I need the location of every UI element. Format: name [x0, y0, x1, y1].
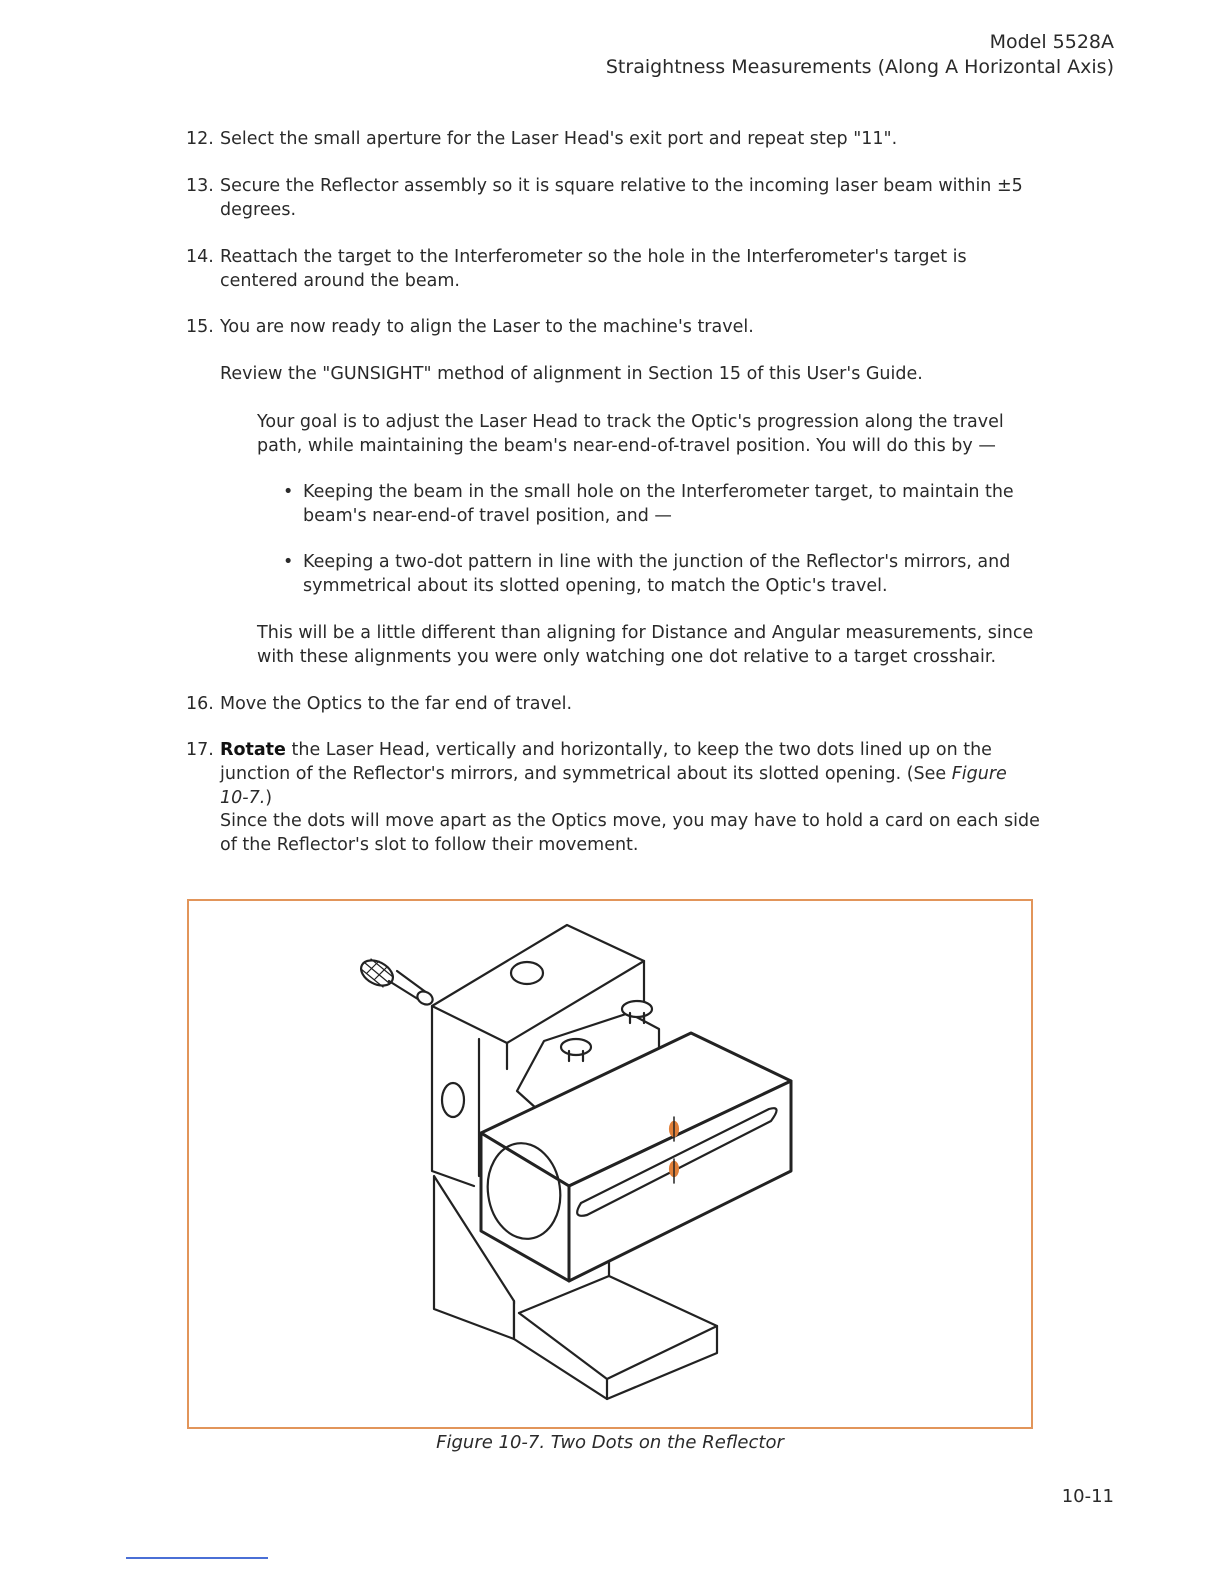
- header-model: Model 5528A: [989, 31, 1114, 53]
- review-paragraph: Review the "GUNSIGHT" method of alignment in Section 15 of this User's Guide.: [220, 364, 923, 384]
- difference-paragraph: This will be a little different than aligning for Distance and Angular measurements, since with these alignments you were only watching one dot relative to a target crosshair.: [257, 623, 1034, 667]
- header-section: Straightness Measurements (Along A Horizontal Axis): [605, 56, 1114, 78]
- step-12: [186, 127, 1036, 151]
- figure-caption: Figure 10-7. Two Dots on the Reflector: [436, 1432, 784, 1453]
- step-14: [186, 245, 1036, 293]
- bullet-icon: •: [283, 552, 294, 572]
- bullet-icon: •: [283, 482, 294, 502]
- step-17: [186, 738, 1036, 810]
- bullet-item-1: [283, 480, 1038, 528]
- page-header: [606, 30, 1114, 80]
- figure-reference: Figure 10-7.: [220, 764, 1007, 808]
- step-15: [186, 315, 1036, 339]
- step-number: 13.: [186, 176, 214, 196]
- step-text: Secure the Reflector assembly so it is square relative to the incoming laser beam within ±5 degrees.: [220, 176, 1023, 220]
- dots-paragraph: Since the dots will move apart as the Optics move, you may have to hold a card on each side of the Reflector's slot to follow their movement.: [220, 811, 1040, 855]
- goal-paragraph: Your goal is to adjust the Laser Head to track the Optic's progression along the travel path, while maintaining the beam's near-end-of-travel position. You will do this by —: [257, 412, 1004, 456]
- step-17-body: the Laser Head, vertically and horizontally, to keep the two dots lined up on the junction of the Reflector's mirrors, and symmetrical about its slotted opening. (See: [220, 740, 992, 784]
- bullet-text: Keeping the beam in the small hole on the Interferometer target, to maintain the beam's near-end-of travel position, and —: [303, 482, 1014, 526]
- step-text: Move the Optics to the far end of travel.: [220, 694, 573, 714]
- step-text: Reattach the target to the Interferometer so the hole in the Interferometer's target is centered around the beam.: [220, 247, 967, 291]
- step-16: [186, 692, 1036, 716]
- bullet-text: Keeping a two-dot pattern in line with the junction of the Reflector's mirrors, and symmetrical about its slotted opening, to match the Optic's travel.: [303, 552, 1011, 596]
- knurled-screw: [357, 955, 435, 1007]
- step-text: You are now ready to align the Laser to the machine's travel.: [220, 317, 754, 337]
- step-13: [186, 174, 1036, 222]
- link-underline: [126, 1557, 268, 1559]
- step-text: [220, 738, 1036, 810]
- rotate-keyword: Rotate: [220, 740, 286, 760]
- reflector-illustration: [189, 901, 1031, 1427]
- bullet-item-2: [283, 550, 1038, 598]
- step-17-close: ): [265, 788, 273, 808]
- step-number: 12.: [186, 129, 214, 149]
- step-number: 16.: [186, 694, 214, 714]
- step-number: 15.: [186, 317, 214, 337]
- step-text: Select the small aperture for the Laser Head's exit port and repeat step "11".: [220, 129, 898, 149]
- step-number: 14.: [186, 247, 214, 267]
- figure-frame: [187, 899, 1033, 1429]
- step-number: 17.: [186, 740, 214, 760]
- page-number: 10-11: [1061, 1486, 1114, 1507]
